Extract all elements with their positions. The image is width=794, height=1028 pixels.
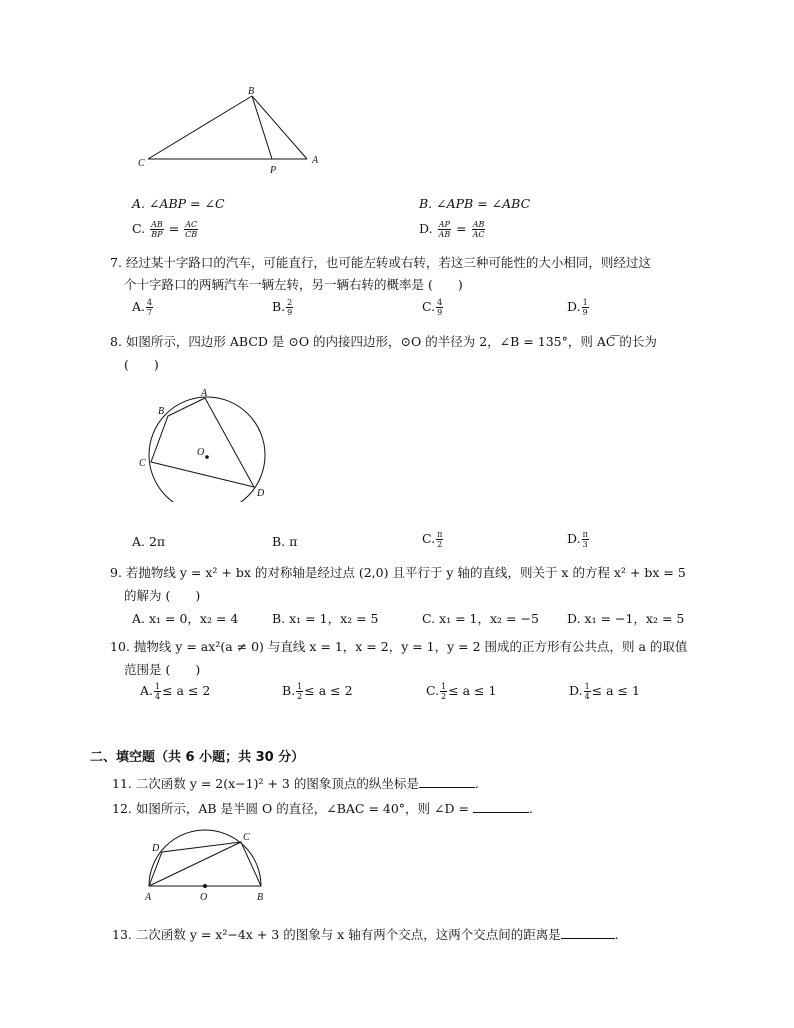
semicircle-figure	[140, 826, 270, 906]
q6-option-b: B. ∠APB = ∠ABC	[419, 196, 531, 211]
q9-option-b: B. x₁ = 1，x₂ = 5	[272, 611, 379, 626]
q7-line1: 7. 经过某十字路口的汽车，可能直行，也可能左转或右转，若这三种可能性的大小相同，则经过这	[110, 255, 651, 270]
q6-option-a: A. ∠ABP = ∠C	[132, 196, 225, 211]
label-O: O	[200, 892, 208, 903]
q8-option-b: B. π	[272, 534, 298, 549]
q10-line2: 范围是 ( )	[124, 662, 201, 677]
q12: 12. 如图所示，AB 是半圆 O 的直径，∠BAC = 40°，则 ∠D = .	[112, 801, 533, 816]
triangle-figure	[130, 80, 340, 180]
q13-answer-blank[interactable]	[561, 926, 615, 939]
q10-line1: 10. 抛物线 y = ax²(a ≠ 0) 与直线 x = 1，x = 2，y = 1，y = 2 围成的正方形有公共点，则 a 的取值	[110, 639, 688, 654]
q11-answer-blank[interactable]	[419, 775, 475, 788]
label-O: O	[197, 447, 205, 458]
label-D: D	[257, 488, 265, 499]
q9-line1: 9. 若抛物线 y = x² + bx 的对称轴是经过点 (2,0) 且平行于 y 轴的直线，则关于 x 的方程 x² + bx = 5	[110, 565, 686, 580]
label-B: B	[257, 892, 264, 903]
q9-option-c: C. x₁ = 1，x₂ = −5	[422, 611, 539, 626]
q9-option-a: A. x₁ = 0，x₂ = 4	[132, 611, 239, 626]
label-P: P	[270, 165, 277, 176]
q6-option-c: C. $\frac{AB}{BP}$ = $\frac{AC}{CB}$	[132, 220, 198, 239]
q7-option-c: C. $\frac{4}{9}$	[422, 298, 443, 317]
q8-option-d: D. $\frac{\pi}{3}$	[567, 530, 588, 549]
circle-figure	[135, 382, 275, 502]
q7-line2: 个十字路口的两辆汽车一辆左转，另一辆右转的概率是 ( )	[124, 277, 463, 292]
q10-option-b: B. $\frac{1}{2}$ ≤ a ≤ 2	[282, 682, 353, 701]
section-title: 二、填空题（共 6 小题；共 30 分）	[90, 750, 305, 765]
q11: 11. 二次函数 y = 2(x−1)² + 3 的图象顶点的纵坐标是 .	[112, 776, 479, 791]
q9-option-d: D. x₁ = −1，x₂ = 5	[567, 611, 685, 626]
q8-line1: 8. 如图所示，四边形 ABCD 是 ⊙O 的内接四边形，⊙O 的半径为 2，∠B = 135°，则 AC͡ 的长为	[110, 334, 657, 349]
label-A: A	[201, 388, 208, 399]
label-D: D	[152, 843, 160, 854]
q9-line2: 的解为 ( )	[124, 588, 201, 603]
q10-option-c: C. $\frac{1}{2}$ ≤ a ≤ 1	[426, 682, 497, 701]
q8-option-a: A. 2π	[132, 534, 166, 549]
q8-option-c: C. $\frac{\pi}{2}$	[422, 530, 443, 549]
label-B: B	[248, 86, 255, 97]
label-C: C	[139, 458, 146, 469]
q12-answer-blank[interactable]	[473, 800, 529, 813]
q8-line2: ( )	[124, 357, 159, 372]
label-A: A	[312, 155, 319, 166]
label-B: B	[158, 406, 165, 417]
label-C: C	[138, 158, 145, 169]
q6-option-d: D. $\frac{AP}{AB}$ = $\frac{AB}{AC}$	[419, 220, 485, 239]
q13: 13. 二次函数 y = x²−4x + 3 的图象与 x 轴有两个交点，这两个交点间的距离是 .	[112, 927, 619, 942]
q10-option-d: D. $\frac{1}{4}$ ≤ a ≤ 1	[569, 682, 640, 701]
label-C: C	[243, 832, 250, 843]
q10-option-a: A. $\frac{1}{4}$ ≤ a ≤ 2	[140, 682, 211, 701]
label-A: A	[145, 892, 152, 903]
q7-option-a: A. $\frac{4}{7}$	[132, 298, 153, 317]
q7-option-d: D. $\frac{1}{9}$	[567, 298, 588, 317]
q7-option-b: B. $\frac{2}{9}$	[272, 298, 293, 317]
